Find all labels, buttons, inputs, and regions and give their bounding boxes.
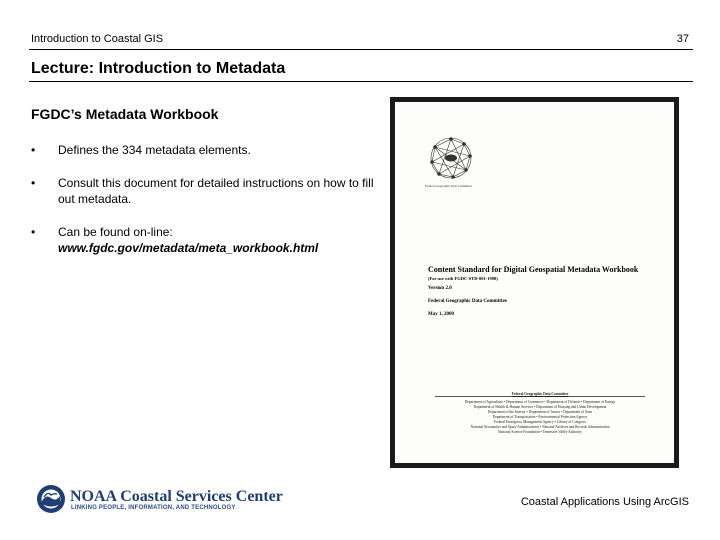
- header-rule-top: [29, 49, 693, 50]
- bullet-list: [31, 142, 376, 273]
- bullet-text: Can be found on-line:: [58, 225, 173, 239]
- workbook-publisher: Federal Geographic Data Committee: [428, 299, 508, 304]
- workbook-title: Content Standard for Digital Geospatial Metadata Workbook: [428, 265, 639, 274]
- noaa-org-name: NOAA Coastal Services Center: [70, 488, 283, 505]
- workbook-footer-heading: Federal Geographic Data Committee: [511, 392, 569, 396]
- workbook-footer-line: Department of the Interior • Department of Justice • Department of State: [487, 410, 593, 414]
- bullet-item: [31, 142, 376, 158]
- header-course-title: Introduction to Coastal GIS: [31, 33, 164, 45]
- bullet-text: Consult this document for detailed instructions on how to fill out metadata.: [58, 176, 374, 206]
- workbook-footer-line: Department of Transportation • Environmental Protection Agency: [492, 415, 588, 419]
- workbook-cover-image: [390, 97, 679, 468]
- workbook-footer-line: Department of Health & Human Services • Department of Housing and Urban Development: [473, 405, 607, 409]
- bullet-marker: •: [31, 143, 36, 157]
- fgdc-network-logo-icon: [429, 136, 473, 180]
- bullet-text: Defines the 334 metadata elements.: [58, 143, 251, 157]
- noaa-tagline: LINKING PEOPLE, INFORMATION, AND TECHNOLOGY: [71, 505, 236, 511]
- workbook-cover-page: [395, 102, 674, 463]
- workbook-version: Version 2.0: [428, 286, 452, 291]
- lecture-title: Lecture: Introduction to Metadata: [31, 60, 286, 77]
- page-number: 37: [676, 33, 689, 45]
- workbook-standard-ref: (For use with FGDC-STD-001-1998): [428, 276, 498, 281]
- noaa-logo-icon: [36, 484, 66, 514]
- header-rule-bottom: [29, 81, 693, 82]
- slide-subtitle: FGDC’s Metadata Workbook: [31, 106, 219, 122]
- workbook-member-agencies: [435, 392, 645, 435]
- workbook-footer-line: National Aeronautics and Space Administration • National Archives and Records Administration: [470, 425, 610, 429]
- bullet-marker: •: [31, 176, 36, 190]
- workbook-footer-line: Federal Emergency Management Agency • Library of Congress: [494, 420, 586, 424]
- bullet-marker: •: [31, 225, 36, 239]
- workbook-url-link[interactable]: www.fgdc.gov/metadata/meta_workbook.html: [58, 241, 319, 255]
- footer-course-name: Coastal Applications Using ArcGIS: [520, 496, 689, 508]
- bullet-item: [31, 175, 376, 207]
- workbook-footer-line: Department of Agriculture • Department of Commerce • Department of Defense • Department of Energy: [464, 400, 616, 404]
- workbook-date: May 1, 2000: [428, 312, 454, 317]
- workbook-footer-line: National Science Foundation • Tennessee Valley Authority: [497, 430, 583, 434]
- workbook-logo-caption: Federal Geographic Data Committee: [425, 184, 472, 188]
- bullet-item: [31, 224, 376, 256]
